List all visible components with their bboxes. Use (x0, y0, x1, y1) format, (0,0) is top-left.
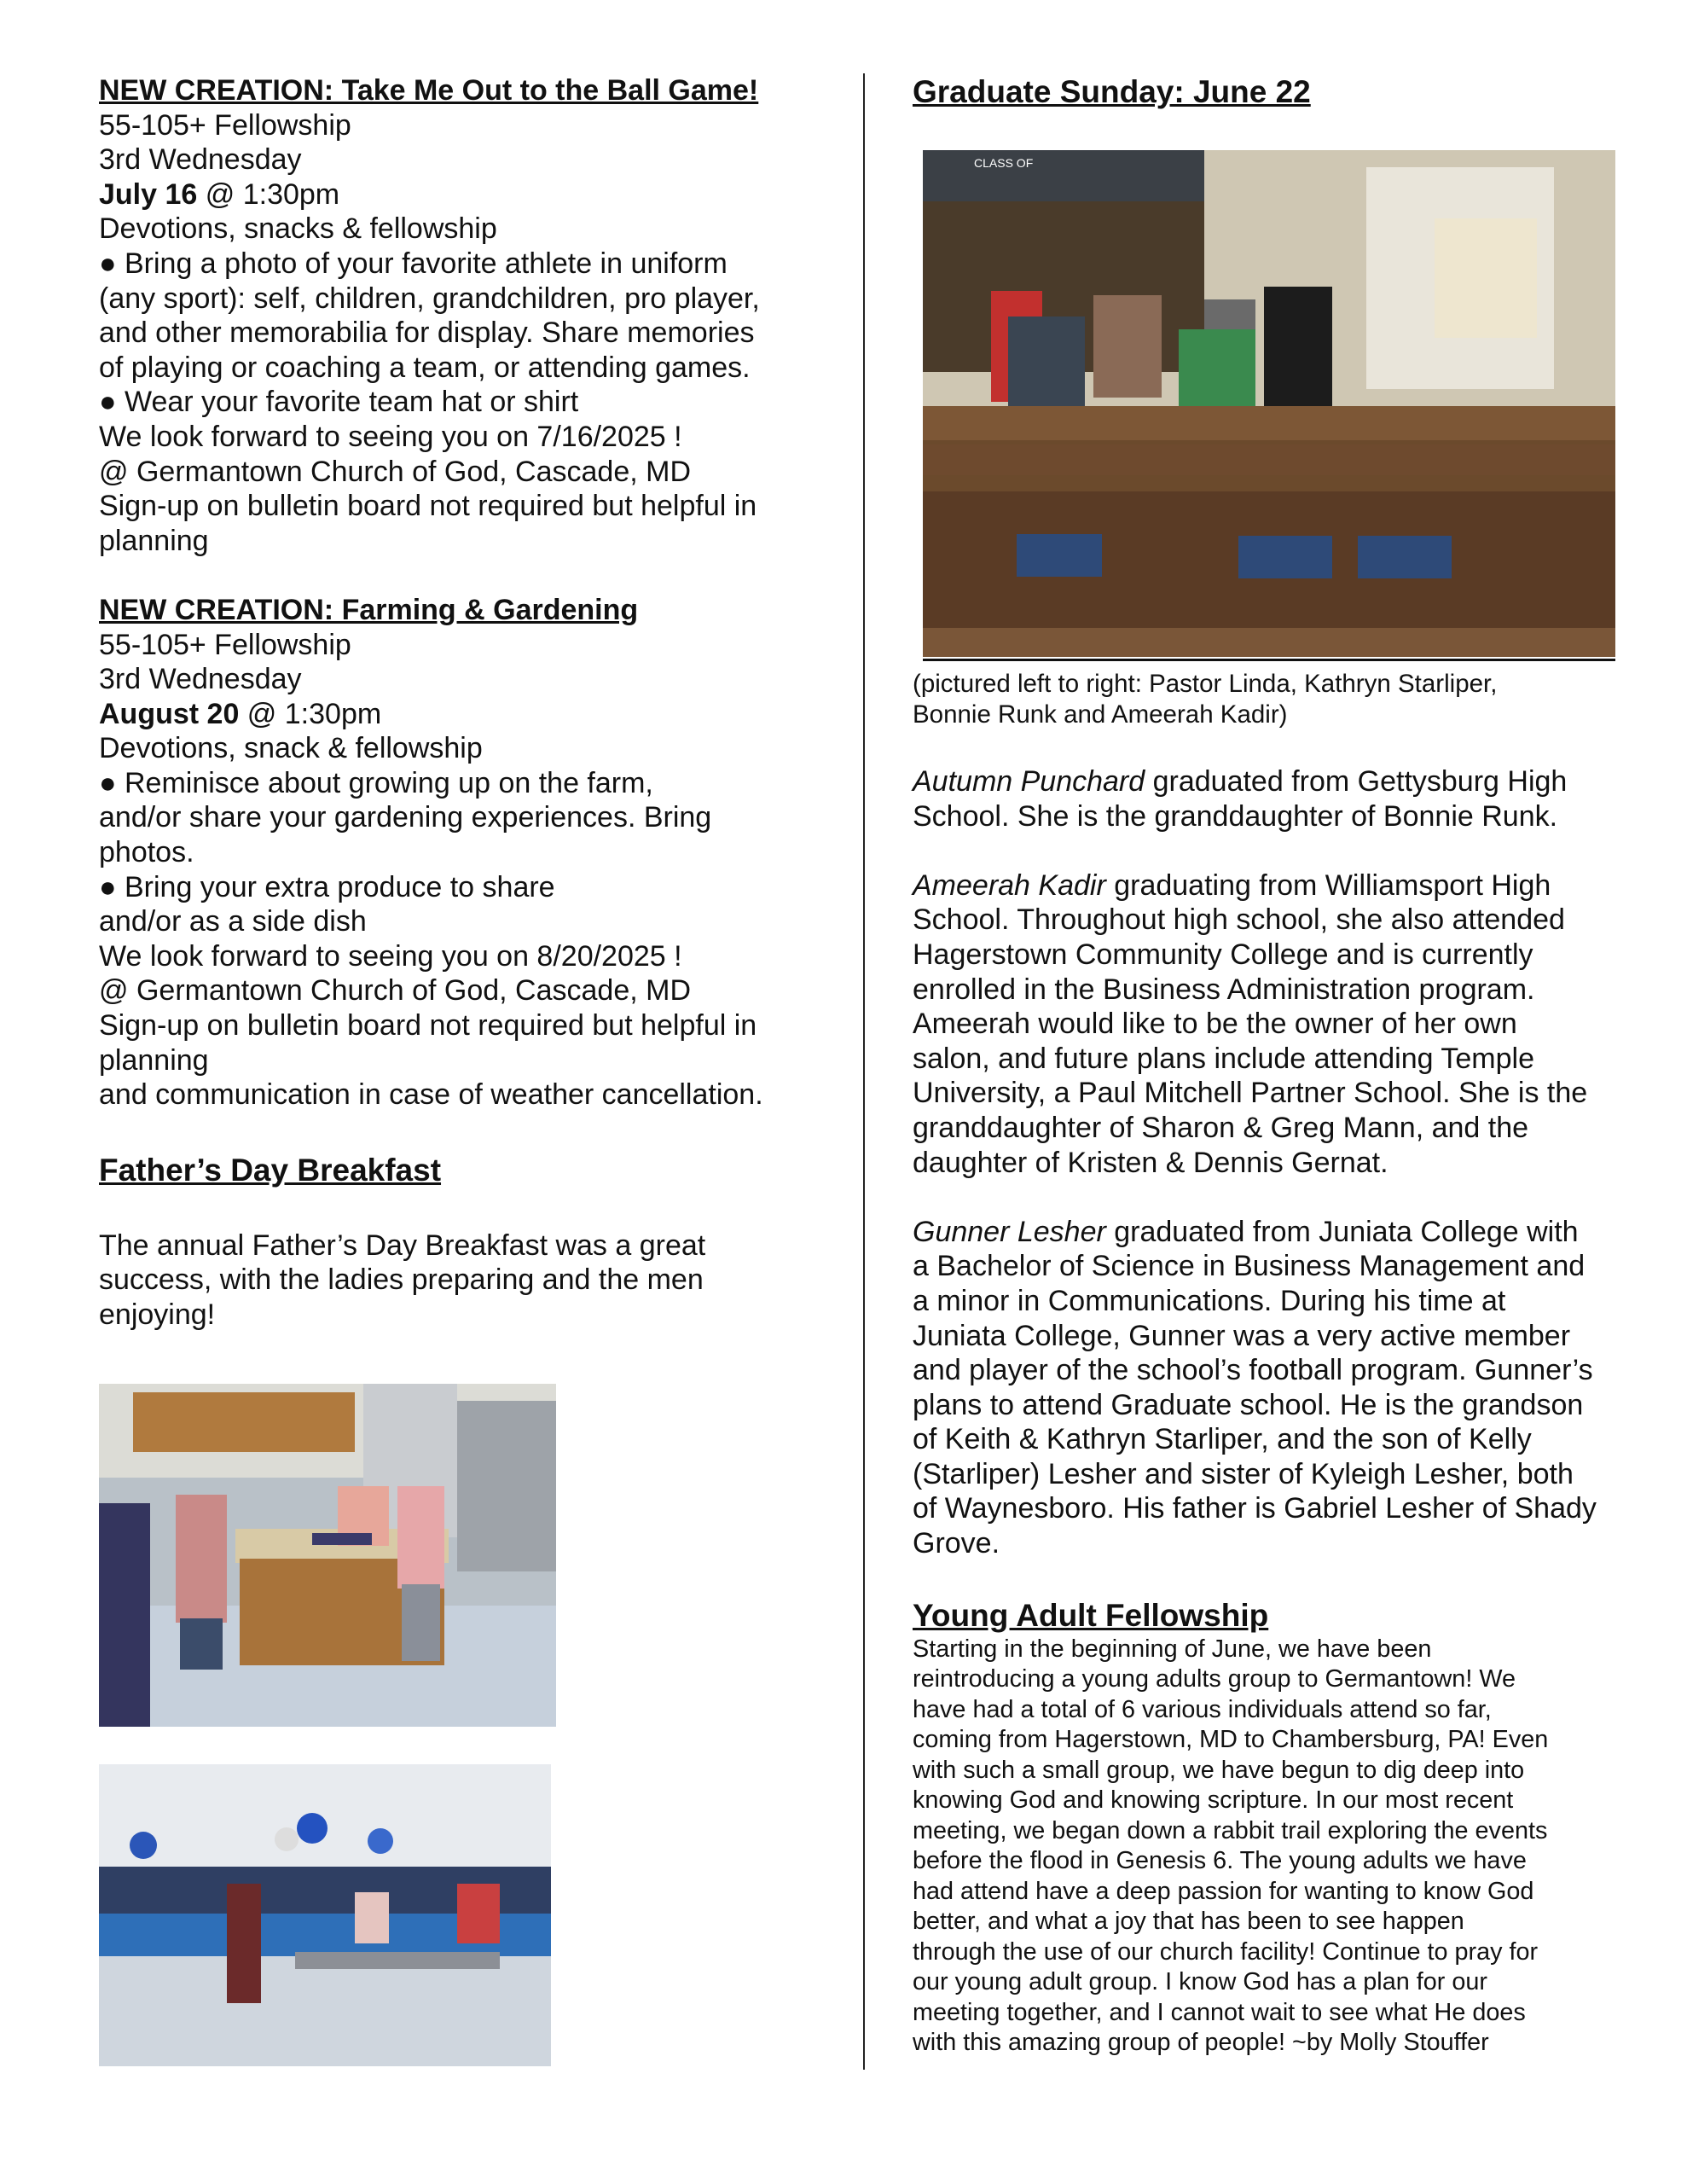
young-adult-line: better, and what a joy that has been to see happen (913, 1908, 1464, 1936)
event-ball-game-heading: NEW CREATION: Take Me Out to the Ball Game! (99, 74, 759, 107)
young-adult-line: Starting in the beginning of June, we have been (913, 1635, 1432, 1663)
event-ball-game-line: 3rd Wednesday (99, 143, 302, 177)
graduate-line: a minor in Communications. During his time at (913, 1284, 1506, 1317)
young-adult-line: have had a total of 6 various individuals attend so far, (913, 1695, 1492, 1723)
event-ball-game-date (99, 177, 832, 212)
young-adult-line: had attend have a deep passion for wanting to know God (913, 1877, 1534, 1905)
event-ball-game-detail: We look forward to seeing you on 7/16/2025 ! (99, 420, 682, 453)
event-ball-game-detail: planning (99, 524, 209, 557)
event-farming-detail: photos. (99, 836, 194, 869)
young-adult-line: through the use of our church facility! Continue to pray for (913, 1937, 1539, 1966)
graduate-line: of Waynesboro. His father is Gabriel Lesher of Shady (913, 1492, 1597, 1525)
graduate-text (913, 669, 1638, 2059)
young-adult-line: with this amazing group of people! ~by Molly Stouffer (913, 2029, 1489, 2057)
graduate-sunday-photo (923, 150, 1615, 657)
graduate-name: Ameerah Kadir (913, 868, 1106, 902)
graduate-line: graduating from Williamsport High (1105, 868, 1551, 902)
young-adult-section (913, 1597, 1638, 2059)
event-ball-game-date-bold: July 16 (99, 177, 198, 211)
event-farming (99, 593, 832, 1112)
graduate-ameerah (913, 868, 1638, 1180)
event-farming-line: 55-105+ Fellowship (99, 628, 351, 661)
event-ball-game-detail: of playing or coaching a team, or attending games. (99, 351, 751, 384)
event-farming-detail: and communication in case of weather cancellation. (99, 1078, 763, 1112)
event-ball-game-detail: Devotions, snacks & fellowship (99, 212, 497, 246)
dining-photo-image (99, 1764, 551, 2066)
fathers-day-section (99, 1152, 832, 1333)
graduate-line: Ameerah would like to be the owner of her own (913, 1008, 1517, 1041)
graduate-line: Juniata College, Gunner was a very active member (913, 1319, 1571, 1352)
photo-caption (913, 669, 1638, 730)
young-adult-line: our young adult group. I know God has a plan for our (913, 1968, 1487, 1996)
event-farming-detail: We look forward to seeing you on 8/20/2025 ! (99, 939, 682, 973)
event-ball-game-detail: (any sport): self, children, grandchildren, pro player, (99, 282, 760, 315)
event-farming-detail: and/or share your gardening experiences. Bring (99, 801, 712, 834)
young-adult-body (913, 1635, 1638, 2059)
young-adult-line: meeting, we began down a rabbit trail exploring the events (913, 1816, 1548, 1844)
fathers-day-body: success, with the ladies preparing and the men (99, 1263, 704, 1297)
graduate-line: daughter of Kristen & Dennis Gernat. (913, 1146, 1388, 1179)
young-adult-line: coming from Hagerstown, MD to Chambersburg, PA! Even (913, 1726, 1549, 1754)
graduate-line: School. Throughout high school, she also attended (913, 903, 1565, 937)
fathers-day-kitchen-photo (99, 1384, 556, 1727)
graduate-line: a Bachelor of Science in Business Management and (913, 1250, 1586, 1283)
column-divider (863, 73, 865, 2070)
graduate-gunner (913, 1215, 1638, 1561)
event-ball-game-time: @ 1:30pm (197, 177, 340, 211)
graduate-heading: Graduate Sunday: June 22 (913, 74, 1311, 109)
event-farming-detail: ● Bring your extra produce to share (99, 870, 555, 903)
event-ball-game-detail: ● Wear your favorite team hat or shirt (99, 386, 579, 419)
graduate-line: plans to attend Graduate school. He is the grandson (913, 1388, 1584, 1421)
fathers-day-heading: Father’s Day Breakfast (99, 1152, 442, 1188)
graduate-line: (Starliper) Lesher and sister of Kyleigh Lesher, both (913, 1457, 1574, 1490)
event-ball-game-detail: Sign-up on bulletin board not required but helpful in (99, 490, 757, 523)
graduate-line: School. She is the granddaughter of Bonnie Runk. (913, 799, 1558, 833)
event-ball-game-detail: ● Bring a photo of your favorite athlete in uniform (99, 247, 728, 280)
graduate-photo-image (923, 150, 1615, 657)
graduate-line: Grove. (913, 1527, 1000, 1560)
event-farming-date-bold: August 20 (99, 697, 240, 730)
event-farming-time: @ 1:30pm (239, 697, 382, 730)
photo-underline (923, 659, 1615, 661)
photo-caption-line: Bonnie Runk and Ameerah Kadir) (913, 700, 1288, 729)
graduate-autumn (913, 764, 1638, 834)
young-adult-line: with such a small group, we have begun to dig deep into (913, 1756, 1525, 1784)
event-farming-detail: ● Reminisce about growing up on the farm, (99, 766, 653, 799)
young-adult-line: reintroducing a young adults group to Germantown! We (913, 1665, 1516, 1693)
graduate-name: Gunner Lesher (913, 1215, 1106, 1248)
graduate-line: graduated from Gettysburg High (1145, 765, 1568, 798)
photo-banner-text: CLASS OF (974, 156, 1034, 170)
event-farming-detail: planning (99, 1043, 209, 1077)
graduate-line: of Keith & Kathryn Starliper, and the son of Kelly (913, 1423, 1532, 1456)
young-adult-line: meeting together, and I cannot wait to see what He does (913, 1998, 1526, 2026)
graduate-line: and player of the school’s football program. Gunner’s (913, 1354, 1593, 1387)
photo-caption-line: (pictured left to right: Pastor Linda, Kathryn Starliper, (913, 670, 1498, 698)
graduate-line: salon, and future plans include attending Temple (913, 1042, 1534, 1075)
event-ball-game-detail: @ Germantown Church of God, Cascade, MD (99, 455, 692, 488)
fathers-day-dining-photo (99, 1764, 551, 2066)
graduate-line: Hagerstown Community College and is currently (913, 938, 1533, 971)
event-farming-heading: NEW CREATION: Farming & Gardening (99, 593, 639, 626)
fathers-day-body: The annual Father’s Day Breakfast was a great (99, 1228, 706, 1262)
event-farming-detail: @ Germantown Church of God, Cascade, MD (99, 974, 692, 1008)
graduate-line: University, a Paul Mitchell Partner School. She is the (913, 1077, 1588, 1110)
event-farming-detail: Sign-up on bulletin board not required but helpful in (99, 1009, 757, 1043)
graduate-name: Autumn Punchard (913, 765, 1145, 798)
event-farming-date (99, 697, 832, 732)
young-adult-heading: Young Adult Fellowship (913, 1597, 1269, 1633)
event-ball-game-detail: and other memorabilia for display. Share memories (99, 317, 755, 350)
right-column (913, 73, 1638, 111)
graduate-line: granddaughter of Sharon & Greg Mann, and the (913, 1111, 1529, 1144)
young-adult-line: before the flood in Genesis 6. The young adults we have (913, 1847, 1527, 1875)
fathers-day-body: enjoying! (99, 1298, 216, 1331)
event-farming-detail: Devotions, snack & fellowship (99, 732, 483, 765)
graduate-line: enrolled in the Business Administration program. (913, 973, 1535, 1006)
event-farming-line: 3rd Wednesday (99, 663, 302, 696)
left-column (99, 73, 832, 1333)
event-ball-game (99, 73, 832, 558)
kitchen-photo-image (99, 1384, 556, 1727)
young-adult-line: knowing God and knowing scripture. In our most recent (913, 1786, 1514, 1815)
graduate-line: graduated from Juniata College with (1105, 1215, 1579, 1248)
event-ball-game-line: 55-105+ Fellowship (99, 108, 351, 142)
event-farming-detail: and/or as a side dish (99, 905, 367, 938)
